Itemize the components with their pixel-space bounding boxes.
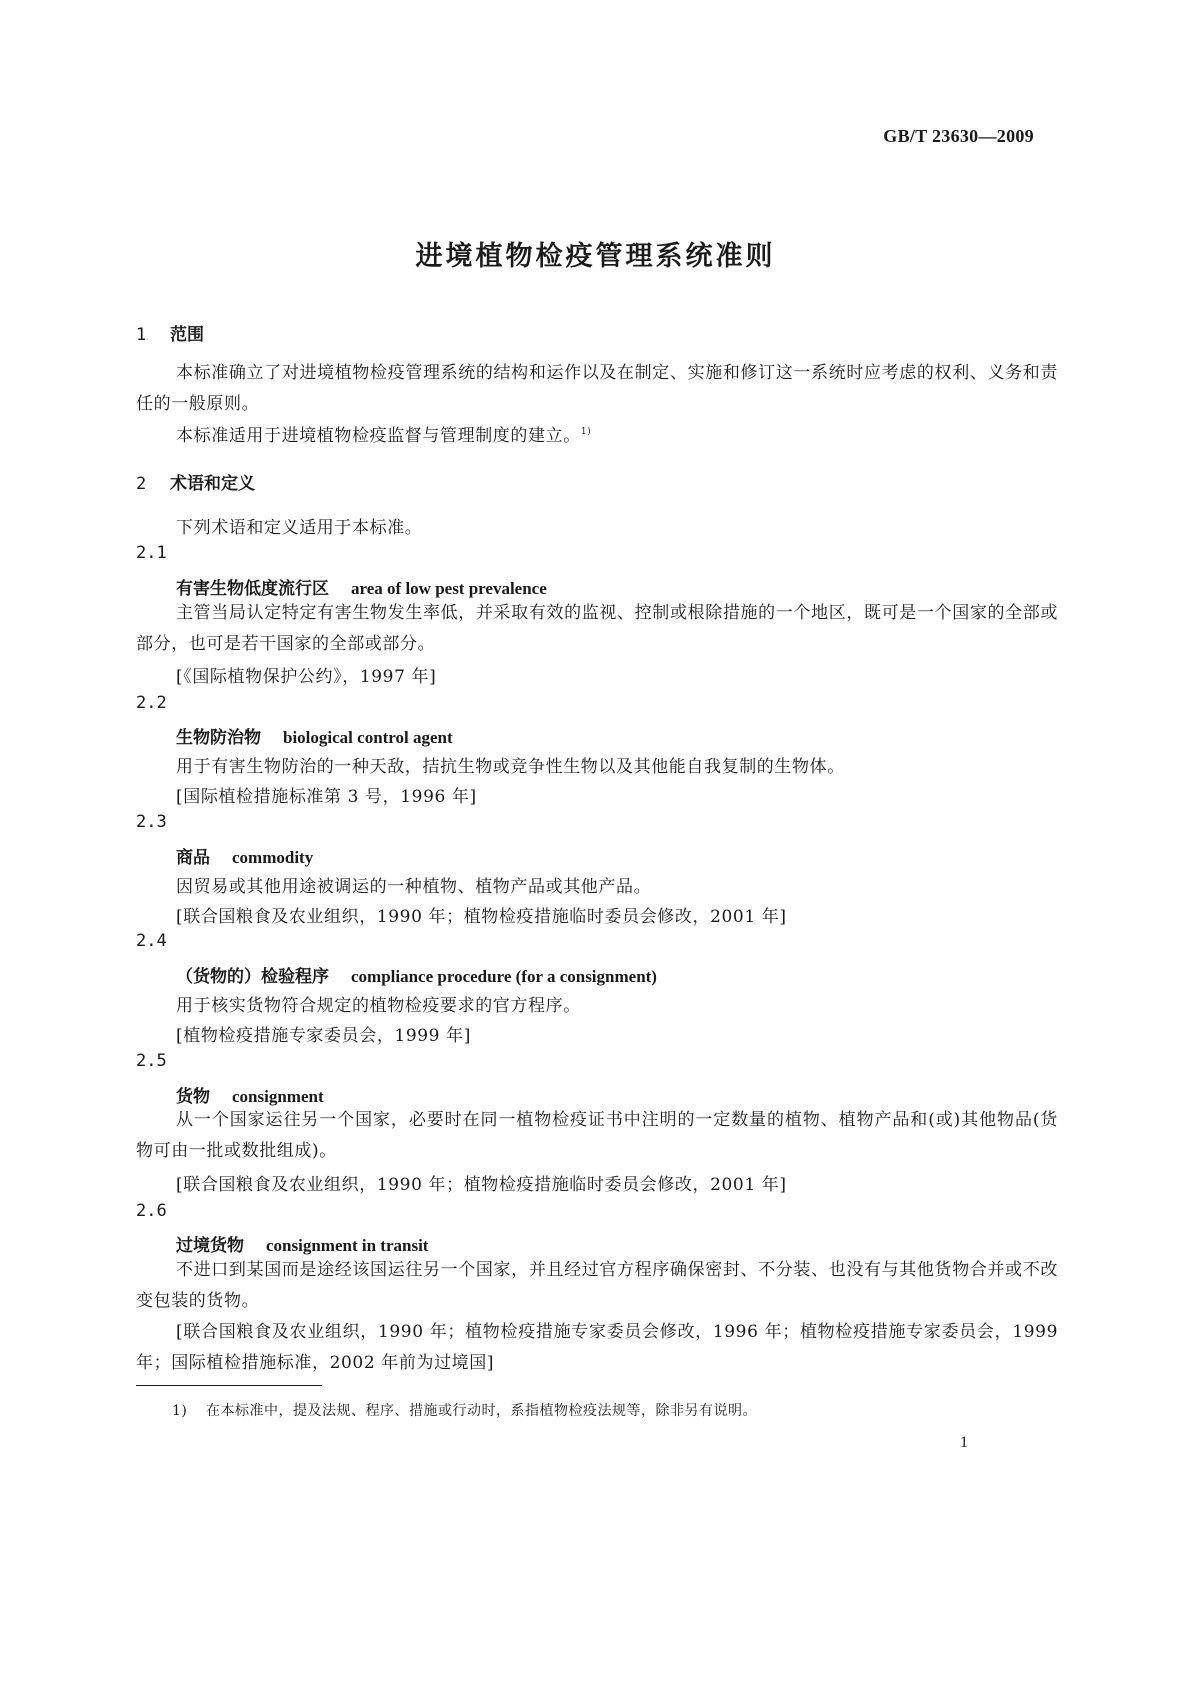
term-heading (176, 1082, 324, 1107)
section-title: 术语和定义 (170, 474, 255, 494)
term-heading (176, 962, 657, 987)
term-heading (176, 843, 313, 868)
footnote-marker: 1) (172, 1403, 188, 1419)
term-zh: 货物 (176, 1087, 210, 1107)
term-heading (176, 1231, 428, 1256)
term-en: consignment (232, 1087, 324, 1106)
section-1-heading (136, 320, 204, 345)
term-source: [联合国粮食及农业组织，1990 年；植物检疫措施临时委员会修改，2001 年] (176, 1175, 787, 1195)
term-heading (176, 574, 547, 599)
term-source: [植物检疫措施专家委员会，1999 年] (176, 1026, 471, 1046)
term-en: commodity (232, 848, 314, 867)
term-definition: 主管当局认定特定有害生物发生率低，并采取有效的监视、控制或根除措施的一个地区，既可是一个国家的全部或部分，也可是若干国家的全部或部分。 (136, 603, 1058, 654)
page-number: 1 (960, 1434, 968, 1451)
term-source: [《国际植物保护公约》，1997 年] (176, 667, 437, 687)
standard-code: GB/T 23630—2009 (883, 126, 1034, 146)
term-en: biological control agent (283, 728, 453, 747)
term-heading (176, 723, 453, 748)
term-definition: 因贸易或其他用途被调运的一种植物、植物产品或其他产品。 (176, 877, 652, 897)
clause-number: 2.4 (136, 931, 167, 951)
section-number: 2 (136, 474, 147, 494)
clause-number: 2.2 (136, 693, 167, 713)
section-number: 1 (136, 325, 147, 345)
term-definition: 用于有害生物防治的一种天敌，拮抗生物或竞争性生物以及其他能自我复制的生物体。 (176, 757, 845, 777)
paragraph-text: 本标准适用于进境植物检疫监督与管理制度的建立。 (176, 426, 581, 446)
paragraph (176, 421, 591, 446)
clause-number: 2.1 (136, 543, 167, 563)
footnote (172, 1400, 757, 1420)
term-definition: 不进口到某国而是途经该国运往另一个国家，并且经过官方程序确保密封、不分装、也没有与其他货物合并或不改变包装的货物。 (136, 1260, 1058, 1311)
term-zh: （货物的）检验程序 (176, 967, 329, 987)
term-en: consignment in transit (266, 1236, 429, 1255)
term-zh: 商品 (176, 848, 210, 868)
section-2-heading (136, 469, 255, 494)
term-en: area of low pest prevalence (351, 579, 547, 598)
term-definition: 从一个国家运往另一个国家，必要时在同一植物检疫证书中注明的一定数量的植物、植物产品和(或)其他物品(货物可由一批或数批组成)。 (136, 1110, 1058, 1161)
section-title: 范围 (170, 325, 204, 345)
paragraph: 下列术语和定义适用于本标准。 (176, 518, 423, 538)
term-source: [联合国粮食及农业组织，1990 年；植物检疫措施专家委员会修改，1996 年；植物检疫措施专家委员会，1999 年；国际植检措施标准，2002 年前为过境国] (136, 1322, 1058, 1373)
footnote-divider (136, 1385, 322, 1386)
term-source: [国际植检措施标准第 3 号，1996 年] (176, 787, 477, 807)
paragraph: 本标准确立了对进境植物检疫管理系统的结构和运作以及在制定、实施和修订这一系统时应考虑的权利、义务和责任的一般原则。 (136, 363, 1058, 414)
term-zh: 过境货物 (176, 1236, 244, 1256)
term-zh: 有害生物低度流行区 (176, 579, 329, 599)
term-source: [联合国粮食及农业组织，1990 年；植物检疫措施临时委员会修改，2001 年] (176, 907, 787, 927)
term-en: compliance procedure (for a consignment) (351, 967, 657, 986)
clause-number: 2.6 (136, 1201, 167, 1221)
clause-number: 2.5 (136, 1051, 167, 1071)
footnote-reference: 1) (580, 427, 592, 437)
clause-number: 2.3 (136, 812, 167, 832)
page-title: 进境植物检疫管理系统准则 (415, 241, 776, 272)
term-definition: 用于核实货物符合规定的植物检疫要求的官方程序。 (176, 996, 581, 1016)
term-zh: 生物防治物 (176, 728, 261, 748)
footnote-text: 在本标准中，提及法规、程序、措施或行动时，系指植物检疫法规等，除非另有说明。 (206, 1403, 757, 1419)
